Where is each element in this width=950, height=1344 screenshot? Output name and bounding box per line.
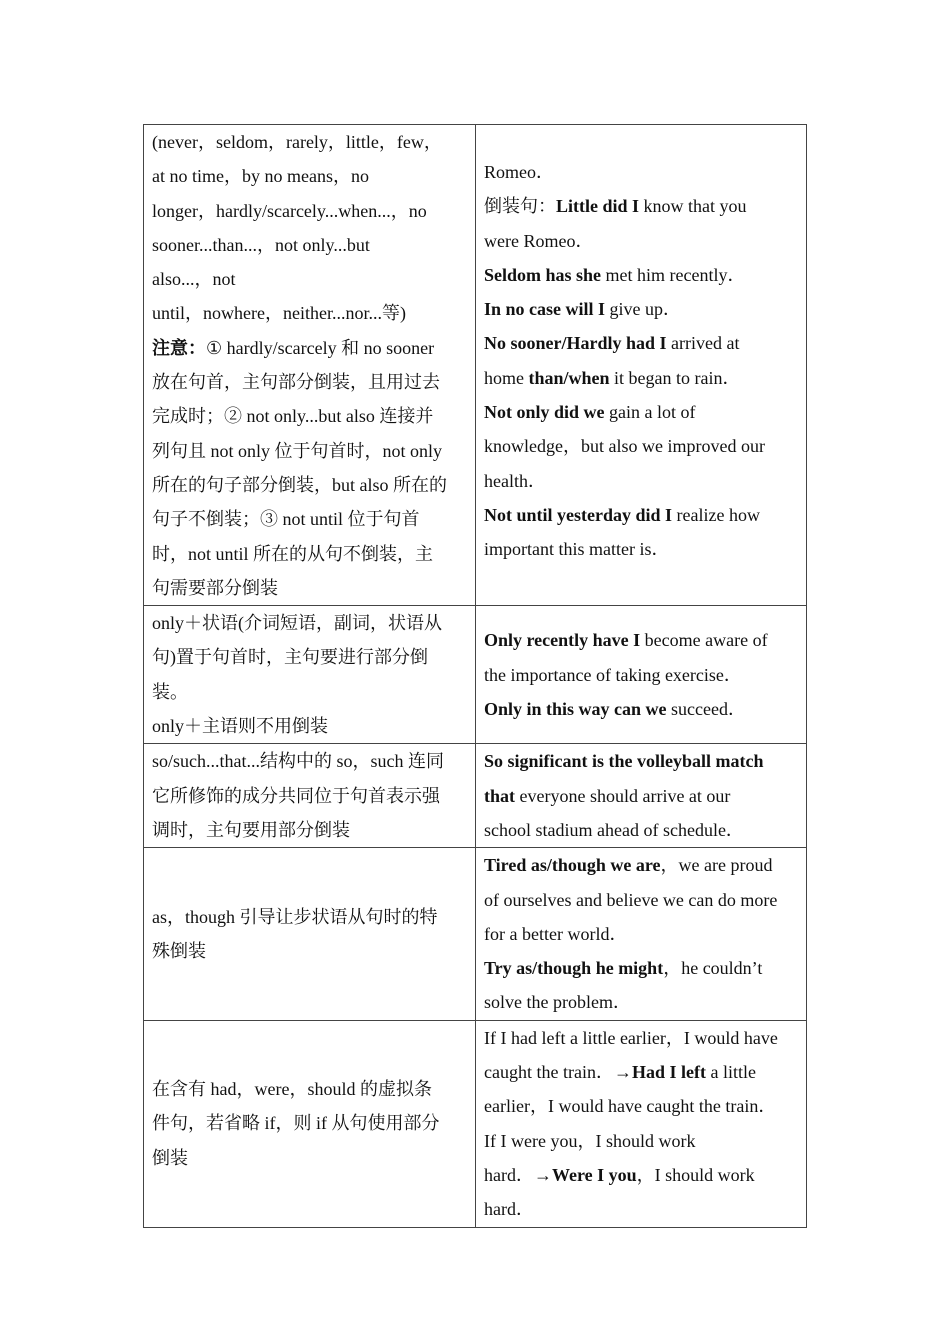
note-line: 时，not until 所在的从句不倒装，主 [152, 543, 434, 564]
example-line: Tired as/though we are，we are proud [484, 855, 773, 876]
example-line: Try as/though he might，he couldn’t [484, 958, 763, 979]
example-line: for a better world． [484, 923, 628, 944]
rule-line: only＋主语则不用倒装 [152, 716, 329, 737]
example-line: So significant is the volleyball match [484, 751, 764, 772]
rule-line: 件句，若省略 if，则 if 从句使用部分 [152, 1113, 440, 1134]
example-cell [476, 744, 807, 848]
rule-cell [144, 125, 476, 606]
note-label: 注意： [152, 337, 206, 358]
rule-line: 在含有 had，were，should 的虚拟条 [152, 1079, 432, 1100]
example-line: In no case will I give up． [484, 299, 682, 320]
note-line: 所在的句子部分倒装，but also 所在的 [152, 474, 447, 495]
rule-line: longer，hardly/scarcely...when...，no [152, 200, 427, 221]
example-line: earlier，I would have caught the train． [484, 1096, 777, 1117]
table-row [144, 606, 807, 744]
rule-line: 装。 [152, 681, 188, 702]
example-line: hard． [484, 1199, 534, 1220]
example-line: school stadium ahead of schedule． [484, 819, 744, 840]
inversion-grammar-table [143, 124, 807, 1228]
rule-line: also...，not [152, 269, 236, 290]
example-cell [476, 125, 807, 606]
rule-line: sooner...than...，not only...but [152, 234, 370, 255]
table-row [144, 125, 807, 606]
example-line: Not only did we gain a lot of [484, 402, 696, 423]
table-row [144, 1020, 807, 1227]
example-line: of ourselves and believe we can do more [484, 889, 778, 910]
example-line: knowledge，but also we improved our [484, 436, 765, 457]
rule-cell [144, 1020, 476, 1227]
table-row [144, 848, 807, 1020]
rule-line: (never，seldom，rarely，little，few， [152, 132, 442, 152]
example-line: solve the problem． [484, 992, 631, 1013]
rule-cell [144, 848, 476, 1020]
example-cell [476, 1020, 807, 1227]
example-line: Only recently have I become aware of [484, 630, 768, 651]
example-line: Seldom has she met him recently． [484, 264, 746, 285]
note-line: 放在句首，主句部分倒装，且用过去 [152, 372, 440, 393]
example-line: 倒装句：Little did I know that you [484, 196, 747, 217]
rule-line: so/such...that...结构中的 so，such 连同 [152, 751, 444, 772]
example-line: important this matter is． [484, 539, 670, 560]
note-line: 完成时；② not only...but also 连接并 [152, 406, 434, 427]
example-cell [476, 606, 807, 744]
example-line: If I were you，I should work [484, 1130, 696, 1151]
rule-line: only＋状语(介词短语，副词，状语从 [152, 613, 442, 634]
example-line: If I had left a little earlier，I would have [484, 1027, 778, 1048]
example-line: No sooner/Hardly had I arrived at [484, 333, 740, 354]
example-cell [476, 848, 807, 1020]
rule-line: until，nowhere，neither...nor...等) [152, 303, 406, 324]
example-line: home than/when it began to rain． [484, 367, 741, 388]
rule-line: 句)置于句首时，主句要进行部分倒 [152, 647, 428, 668]
example-line: health． [484, 470, 546, 491]
example-line: Not until yesterday did I realize how [484, 504, 760, 525]
example-line: hard．→Were I you，I should work [484, 1164, 755, 1185]
note-line: 列句且 not only 位于句首时，not only [152, 440, 443, 461]
rule-line: as，though 引导让步状语从句时的特 [152, 906, 438, 927]
example-line: caught the train．→Had I left a little [484, 1062, 756, 1083]
note-line: 注意：① hardly/scarcely 和 no sooner [152, 337, 435, 358]
example-line: Only in this way can we succeed． [484, 698, 746, 719]
example-line: were Romeo． [484, 230, 594, 251]
rule-cell [144, 606, 476, 744]
table-row [144, 744, 807, 848]
example-line: that everyone should arrive at our [484, 785, 731, 806]
rule-line: 它所修饰的成分共同位于句首表示强 [152, 785, 440, 806]
rule-line: 倒装 [152, 1147, 188, 1168]
rule-line: at no time，by no means，no [152, 166, 369, 187]
example-line: the importance of taking exercise． [484, 664, 742, 685]
note-line: 句子不倒装；③ not until 位于句首 [152, 509, 420, 530]
note-line: 句需要部分倒装 [152, 577, 278, 598]
example-line: Romeo． [484, 162, 554, 182]
rule-line: 调时，主句要用部分倒装 [152, 819, 350, 840]
rule-line: 殊倒装 [152, 940, 206, 961]
rule-cell [144, 744, 476, 848]
